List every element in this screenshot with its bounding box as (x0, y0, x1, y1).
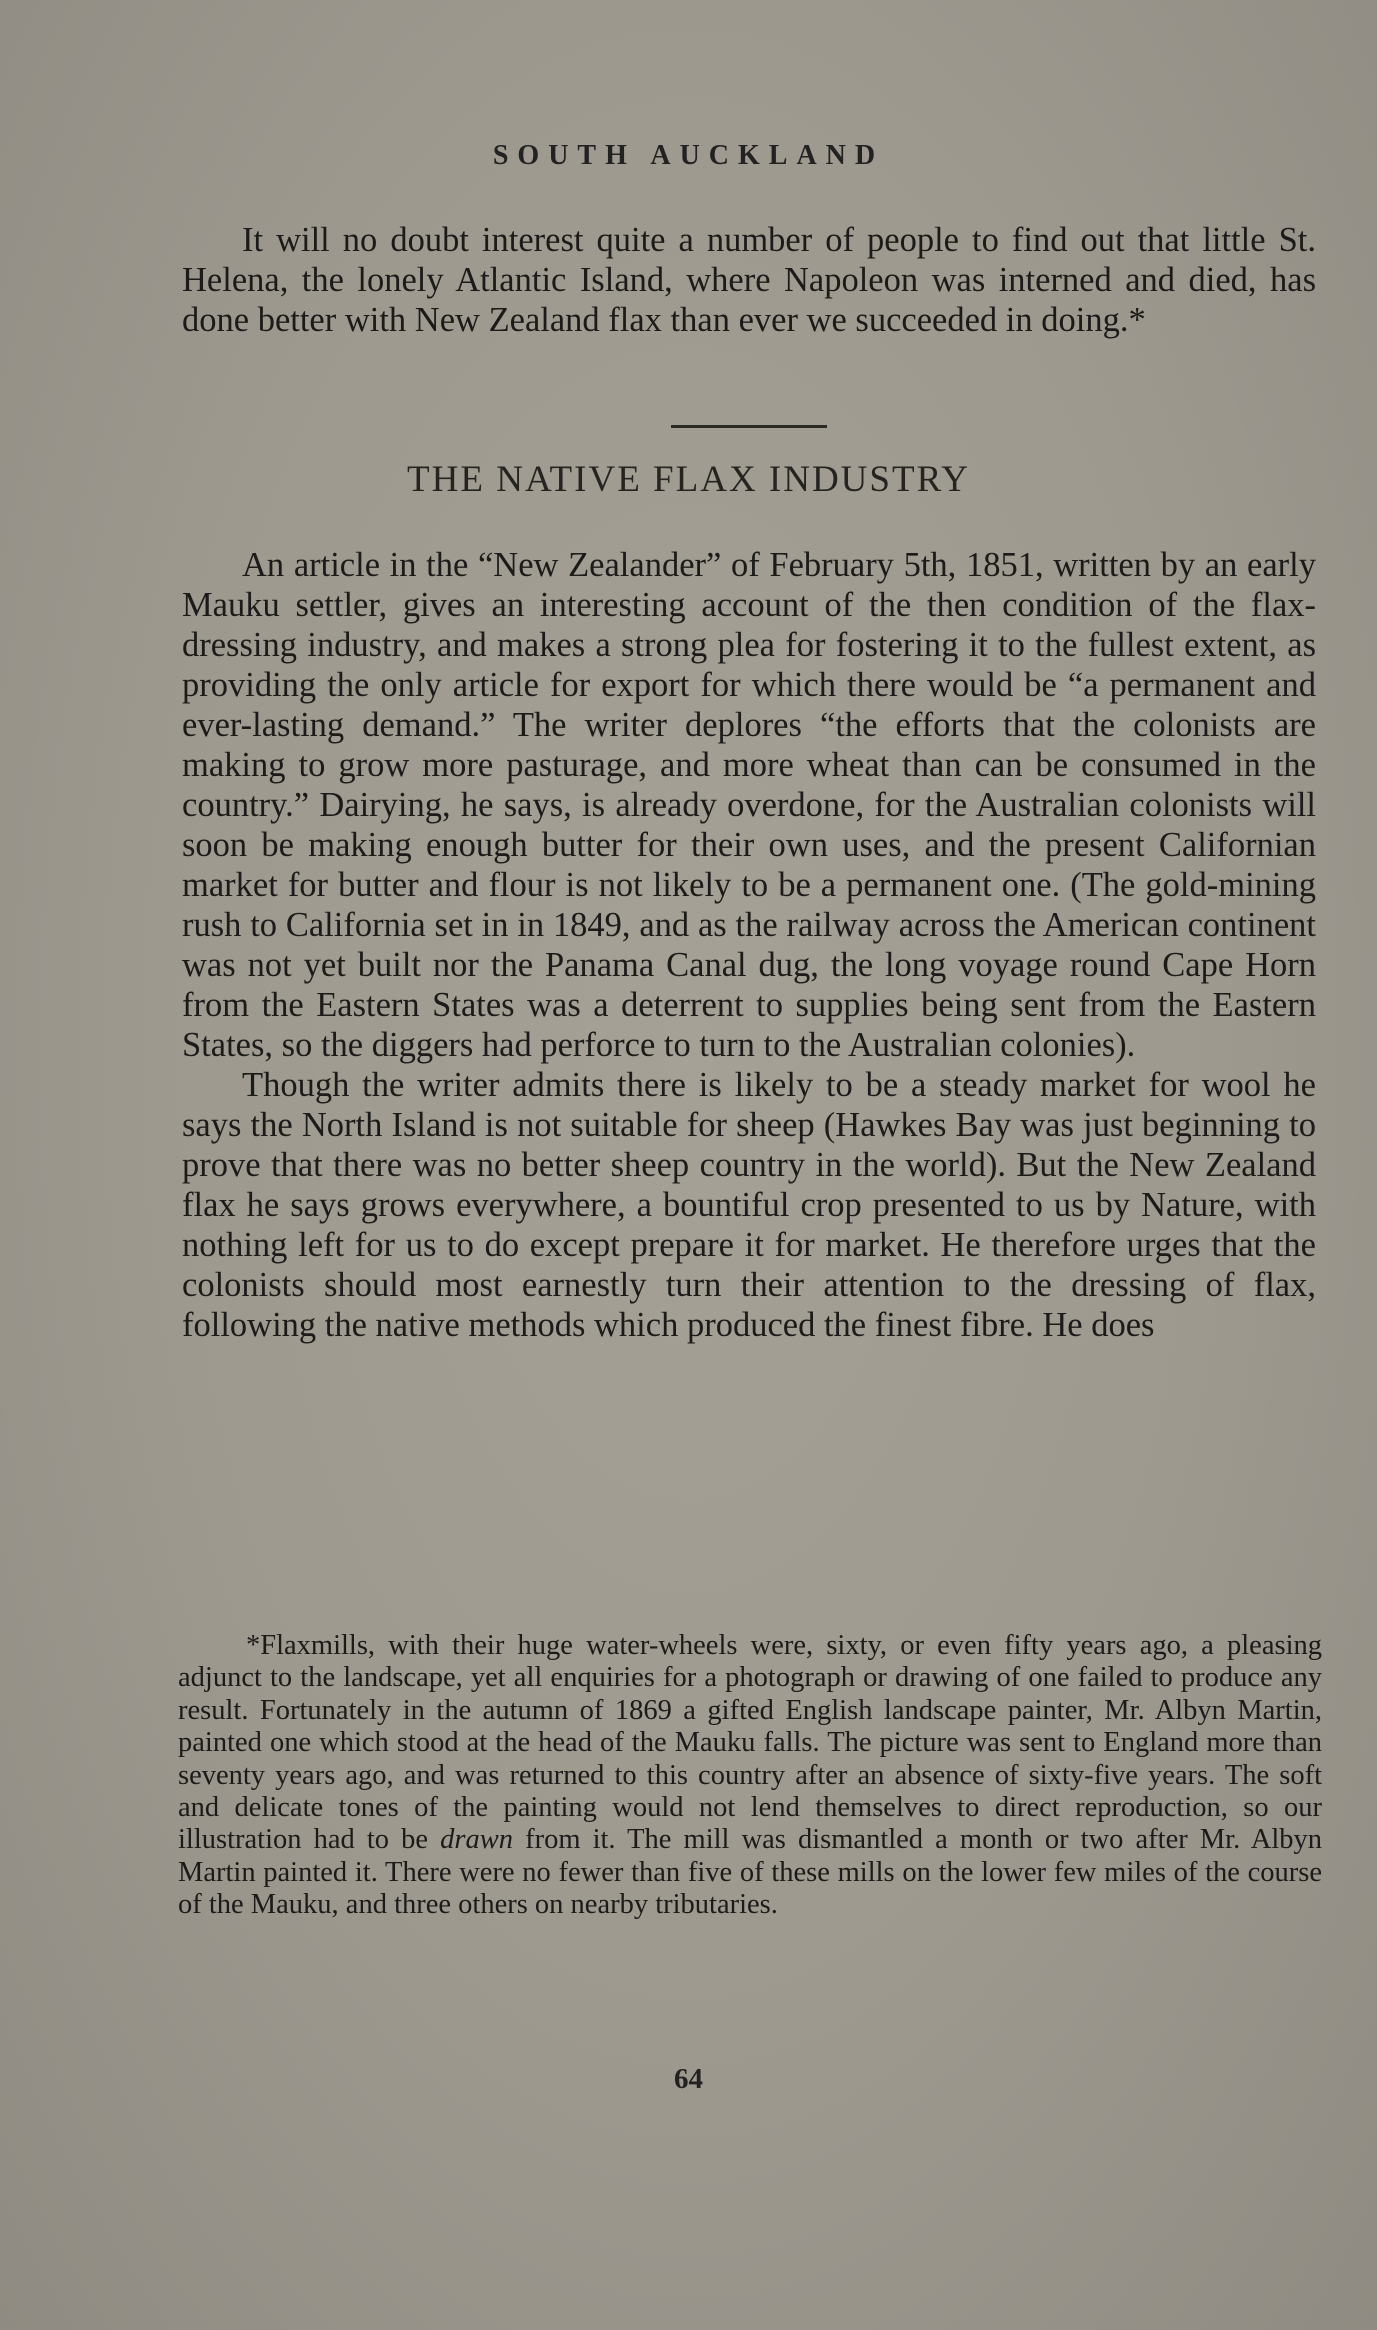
footnote-text-part2: from it. The mill was dismantled a month or two after Mr. Albyn Martin painted it. There were no fewer than five of these mills on the lower few miles of the course of the Mauku, and three others on nearby tributaries. (178, 1824, 1322, 1921)
running-head: SOUTH AUCKLAND (492, 140, 885, 171)
page-number: 64 (674, 2063, 703, 2095)
intro-text (182, 220, 1316, 340)
footnote-emphasis: drawn (440, 1824, 513, 1856)
body-paragraph-1: An article in the “New Zealander” of February 5th, 1851, written by an early Mauku settler, gives an interesting account of the then condition of the flax-dressing industry, and makes a strong plea for fostering it to the fullest extent, as providing the only article for export for which there would be “a permanent and ever-lasting demand.” The writer deplores “the efforts that the colonists are making to grow more pasturage, and more wheat than can be consumed in the country.” Dairying, he says, is already overdone, for the Australian colonists will soon be making enough butter for their own uses, and the present Californian market for butter and flour is not likely to be a permanent one. (The gold-mining rush to California set in in 1849, and as the railway across the American continent was not yet built nor the Panama Canal dug, the long voyage round Cape Horn from the Eastern States was a deterrent to supplies being sent from the Eastern States, so the diggers had perforce to turn to the Australian colonies). (182, 546, 1316, 1064)
body-text (182, 545, 1316, 1345)
intro-paragraph: It will no doubt interest quite a number of people to find out that little St. Helena, the lonely Atlantic Island, where Napoleon was interned and died, has done better with New Zealand flax than ever we succeeded in doing.* (182, 221, 1316, 339)
body-paragraph-2: Though the writer admits there is likely to be a steady market for wool he says the North Island is not suitable for sheep (Hawkes Bay was just beginning to prove that there was no better sheep country in the world). But the New Zealand flax he says grows everywhere, a bountiful crop presented to us by Nature, with nothing left for us to do except prepare it for market. He therefore urges that the colonists should most earnestly turn their attention to the dressing of flax, following the native methods which produced the finest fibre. He does (182, 1066, 1316, 1344)
section-divider (671, 425, 827, 428)
footnote-paragraph (178, 1630, 1322, 1922)
footnote (178, 1630, 1322, 1922)
section-title: THE NATIVE FLAX INDUSTRY (407, 459, 970, 500)
footnote-text-part1: *Flaxmills, with their huge water-wheels were, sixty, or even fifty years ago, a pleasing adjunct to the landscape, yet all enquiries for a photograph or drawing of one failed to produce any result. Fortunately in the autumn of 1869 a gifted English landscape painter, Mr. Albyn Martin, painted one which stood at the head of the Mauku falls. The picture was sent to England more than seventy years ago, and was returned to this country after an absence of sixty-five years. The soft and delicate tones of the painting would not lend themselves to direct reproduction, so our illustration had to be (178, 1630, 1322, 1856)
